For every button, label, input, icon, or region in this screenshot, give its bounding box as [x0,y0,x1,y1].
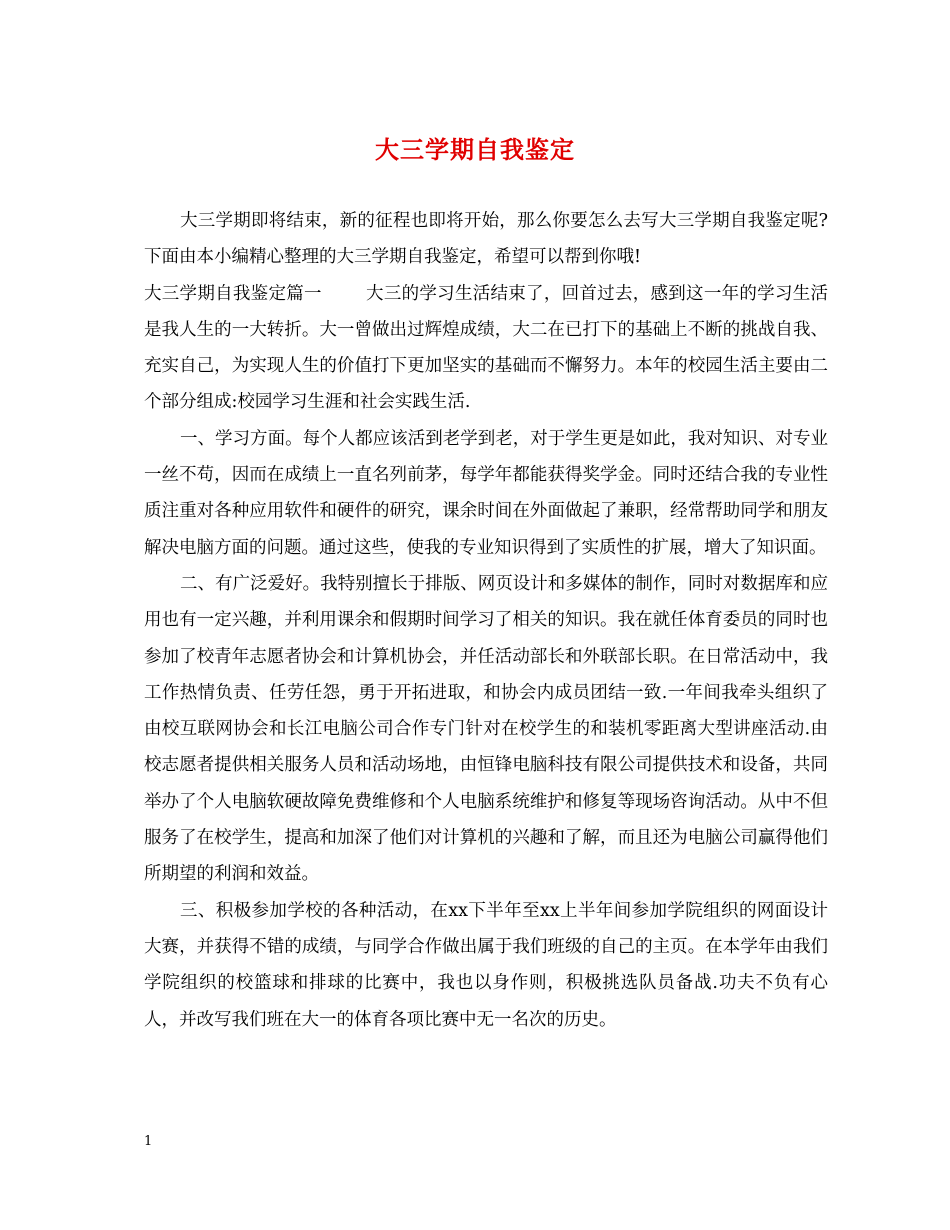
paragraph-study: 一、学习方面。每个人都应该活到老学到老，对于学生更是如此，我对知识、对专业一丝不苟，因而在成绩上一直名列前茅，每学年都能获得奖学金。同时还结合我的专业性质注重对各种应用软件和硬件的研究，课余时间在外面做起了兼职，经常帮助同学和朋友解决电脑方面的问题。通过这些，使我的专业知识得到了实质性的扩展，增大了知识面。 [144,428,828,558]
section-paragraph [144,276,828,421]
intro-paragraph: 大三学期即将结束，新的征程也即将开始，那么你要怎么去写大三学期自我鉴定呢?下面由本小编精心整理的大三学期自我鉴定，希望可以帮到你哦! [144,211,828,268]
document-title: 大三学期自我鉴定 [375,135,575,164]
paragraph-activities: 三、积极参加学校的各种活动，在xx下半年至xx上半年间参加学院组织的网面设计大赛，并获得不错的成绩，与同学合作做出属于我们班级的自己的主页。在本学年由我们学院组织的校篮球和排球的比赛中，我也以身作则，积极挑选队员备战.功夫不负有心人，并改写我们班在大一的体育各项比赛中无一名次的历史。 [144,900,828,1030]
section-lead: 大三的学习生活结束了，回首过去，感到这一年的学习生活是我人生的一大转折。大一曾做出过辉煌成绩，大二在已打下的基础上不断的挑战自我、充实自己，为实现人生的价值打下更加坚实的基础而不懈努力。本年的校园生活主要由二个部分组成:校园学习生涯和社会实践生活. [144,283,829,413]
section-heading: 大三学期自我鉴定篇一 [144,283,322,304]
paragraph-hobbies: 二、有广泛爱好。我特别擅长于排版、网页设计和多媒体的制作，同时对数据库和应用也有一定兴趣，并利用课余和假期时间学习了相关的知识。我在就任体育委员的同时也参加了校青年志愿者协会和计算机协会，并任活动部长和外联部长职。在日常活动中，我工作热情负责、任劳任怨，勇于开拓进取，和协会内成员团结一致.一年间我牵头组织了由校互联网协会和长江电脑公司合作专门针对在校学生的和装机零距离大型讲座活动.由校志愿者提供相关服务人员和活动场地，由恒锋电脑科技有限公司提供技术和设备，共同举办了个人电脑软硬故障免费维修和个人电脑系统维护和修复等现场咨询活动。从中不但服务了在校学生，提高和加深了他们对计算机的兴趣和了解，而且还为电脑公司赢得他们所期望的利润和效益。 [144,573,828,885]
document-body [144,203,828,1038]
page-number: 1 [144,1134,153,1149]
